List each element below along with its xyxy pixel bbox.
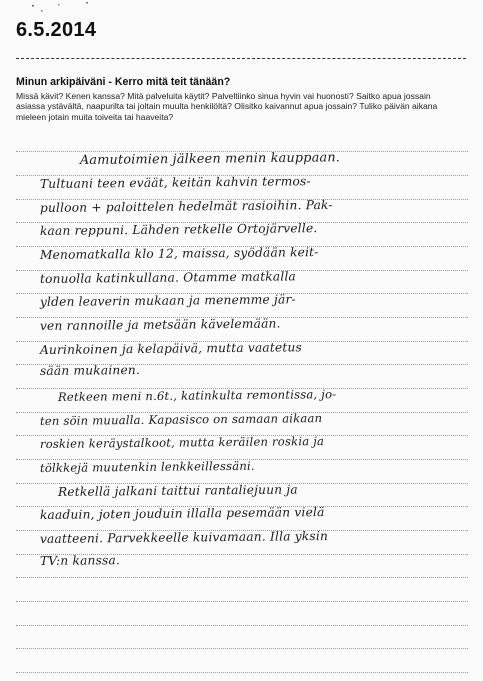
handwritten-line: roskien keräystalkoot, mutta keräilen roskia ja: [39, 434, 325, 451]
handwritten-line: ten söin muualla. Kapasisco on samaan aikaan: [39, 411, 323, 428]
handwritten-line: ven rannoille ja metsään kävelemään.: [39, 316, 281, 333]
entry-date: 6.5.2014: [16, 19, 97, 41]
writing-line: [16, 672, 468, 673]
writing-line: [16, 625, 468, 626]
handwritten-line: Retkeen meni n.6t., katinkulta remontissa, jo-: [57, 387, 337, 404]
writing-line: [16, 577, 468, 578]
handwritten-line: sään mukainen.: [39, 362, 141, 378]
handwritten-line: Aurinkoinen ja kelapäivä, mutta vaatetus: [39, 340, 303, 357]
handwritten-line: ylden leaverin mukaan ja menemme jär-: [39, 292, 296, 309]
handwritten-line: kaan reppuni. Lähden retkelle Ortojärvelle.: [39, 221, 318, 238]
handwritten-line: Aamutoimien jälkeen menin kauppaan.: [79, 150, 341, 168]
writing-line: [16, 648, 468, 649]
handwritten-line: Menomatkalla klo 12, maissa, syödään keit-: [39, 245, 319, 262]
handwritten-line: Tultuani teen eväät, keitän kahvin termos-: [39, 174, 311, 191]
handwritten-line: pulloon + paloittelen hedelmät rasioihin. Pak-: [39, 197, 333, 215]
handwritten-line: tonuolla katinkullana. Otamme matkalla: [39, 269, 297, 286]
writing-line: [16, 601, 468, 602]
handwritten-line: kaaduin, joten jouduin illalla pesemään vielä: [39, 505, 325, 522]
section-heading: Minun arkipäiväni - Kerro mitä teit tänään?: [16, 76, 231, 88]
handwritten-line: vaatteeni. Parvekkeelle kuivamaan. Illa yksin: [39, 528, 329, 546]
handwritten-line: Retkellä jalkani taittui rantaliejuun ja: [57, 482, 298, 499]
handwritten-line: TV:n kanssa.: [39, 553, 121, 568]
prompt-text: Missä kävit? Kenen kanssa? Mitä palveluita käytit? Palveltiinko sinua hyvin vai huonosti? Saitko apua jossain asiassa ystävältä, naapurilta tai joltain muulta henkilöltä? Olisitko kaivannut apua jossain? Tuliko päivän aikana mieleen jotain muita toiveita tai haaveita?: [16, 91, 438, 122]
handwritten-line: tölkkejä muutenkin lenkkeillessäni.: [39, 458, 255, 475]
